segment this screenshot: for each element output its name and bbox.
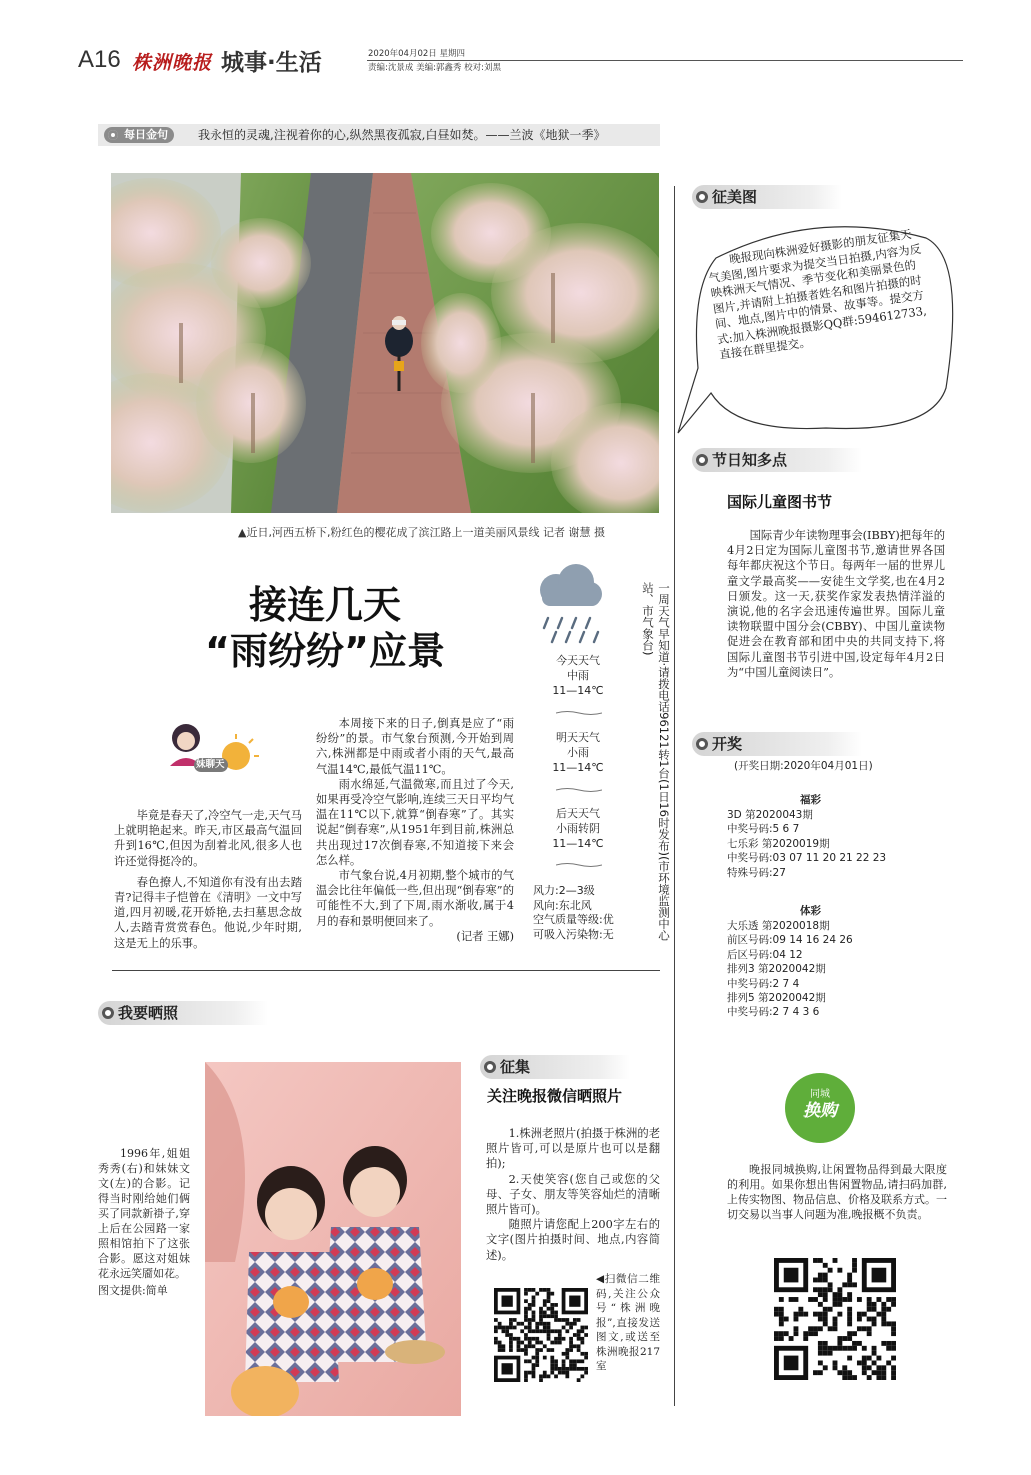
bullet-icon [484,1061,496,1073]
swap-qr-code[interactable] [774,1258,896,1380]
welfare-lottery-line: 中奖号码:5 6 7 [727,823,800,836]
issue-date: 2020年04月02日 星期四 [368,49,465,59]
page-number: A16 [78,46,121,73]
festival-title: 国际儿童图书节 [727,493,833,511]
collect-item-3: 随照片请您配上200字左右的文字(图片拍摄时间、地点,内容简述)。 [486,1218,660,1262]
my-photo-head [98,1001,268,1025]
headline-line-2: “雨纷纷”应景 [205,629,445,673]
welfare-lottery-line: 中奖号码:03 07 11 20 21 22 23 [727,852,887,865]
issue-meta [368,48,501,74]
weather-tomorrow-condition: 小雨 [567,746,589,759]
weather-tomorrow-label: 明天天气 [556,731,600,744]
collect-head-title: 征集 [500,1058,531,1076]
qr-instructions: ◀扫微信二维码,关注公众号“株洲晚报”,直接发送图文,或送至株洲晚报217室 [596,1273,660,1372]
sports-lottery-results [727,919,853,1020]
daily-quote-text: 我永恒的灵魂,注视着你的心,纵然黑夜孤寂,白昼如焚。——兰波《地狱一季》 [198,128,606,142]
article-paragraph: 毕竟是春天了,冷空气一走,天气马上就明艳起来。昨天,市区最高气温回升到16℃,但因为刮着北风,很多人也许还觉得挺冷的。 [114,809,302,868]
photo-call-head [692,185,842,209]
qr-code-icon [774,1258,896,1380]
weather-dayafter-temp: 11—14℃ [552,837,604,850]
swap-badge-main: 换购 [803,1101,837,1121]
sports-lottery-line: 前区号码:09 14 16 24 26 [727,934,853,947]
columnist-badge-text: 妹聊天 [196,759,225,770]
wechat-qr-code[interactable] [494,1288,588,1382]
sports-lottery-line: 中奖号码:2 7 4 [727,977,800,990]
bullet-icon [696,454,708,466]
sports-lottery-line: 排列5 第2020042期 [727,992,826,1005]
article-paragraph: 本周接下来的日子,倒真是应了“雨纷纷”的景。市气象台预测,今开始到周六,株洲都是中雨或者小雨的天气,最高气温14℃,最低气温11℃。 [316,717,514,776]
my-photo-title: 我要晒照 [118,1004,179,1022]
my-photo-caption: 1996年,姐姐秀秀(右)和妹妹文文(左)的合影。记得当时刚给她们俩买了同款新褂子,穿上后在公园路一家照相馆拍下了这张合影。愿这对姐妹花永远笑靥如花。 [98,1147,190,1280]
sports-lottery-line: 大乐透 第2020018期 [727,920,830,932]
sports-lottery-line: 中奖号码:2 7 4 3 6 [727,1006,820,1019]
collect-item-1: 1.株洲老照片(拍摄于株洲的老照片皆可,可以是原片也可以是翻拍); [486,1127,660,1171]
weather-hotline-note: 一周天气早知道·请拨电话96121转1台(1日16时发布)(市环境监测中心站、市气象台) [641,582,671,941]
weather-today-condition: 中雨 [567,669,589,682]
sports-lottery-title: 体彩 [800,905,821,917]
newspaper-logo: 株洲晚报 [132,52,213,74]
article-paragraph: 雨水绵延,气温微寒,而且过了今天,如果再受冷空气影响,连续三天日平均气温在11℃以下,就算“倒春寒”了。其实说起“倒春寒”,从1951年到目前,株洲总共出现过17次倒春寒,不知道接下来会怎么样。 [316,777,514,867]
weather-tomorrow [540,730,616,775]
collect-head [480,1055,630,1079]
weather-details [533,884,614,942]
daily-quote-bar [98,124,660,146]
collect-title: 关注晚报微信晒照片 [487,1087,623,1105]
air-quality: 空气质量等级:优 [533,913,614,926]
column-divider [674,186,675,1406]
page-header [78,44,964,84]
weather-tomorrow-temp: 11—14℃ [552,761,604,774]
collect-body [486,1126,660,1263]
my-photo-credit: 图文提供:简单 [98,1284,168,1297]
weather-dayafter-condition: 小雨转阴 [556,822,600,835]
article-paragraph: 市气象台说,4月初期,整个城市的气温会比往年偏低一些,但出现“倒春寒”的可能性不大,到了下周,雨水渐收,属于4月的春和景明便回来了。 [316,869,514,928]
section-divider [112,970,660,971]
lottery-date: (开奖日期:2020年04月01日) [734,760,873,772]
columnist-badge [160,716,260,786]
weather-divider [556,787,602,793]
sports-lottery-line: 排列3 第2020042期 [727,963,826,976]
welfare-lottery-line: 特殊号码:27 [727,866,786,879]
cherry-blossom-photo [111,173,659,513]
weather-divider [556,710,602,716]
issue-editors: 责编:沈景成 美编:郭鑫秀 校对:刘黑 [368,63,501,73]
photo-caption: ▲近日,河西五桥下,粉红色的樱花成了滨江路上一道美丽风景线 记者 谢慧 摄 [238,526,605,539]
festival-head [692,448,862,472]
article-headline [160,582,490,674]
welfare-lottery-line: 七乐彩 第2020019期 [727,837,830,850]
swap-badge-top: 同城 [810,1089,830,1100]
article-paragraph: 春色撩人,不知道你有没有出去踏青?记得丰子恺曾在《清明》一文中写道,四月初暖,花开娇艳,去扫墓思念故人,去踏青赏赏春色。他说,少年时期,这是无上的乐事。 [114,875,302,950]
swap-badge [785,1073,855,1143]
sports-lottery-line: 后区号码:04 12 [727,948,803,961]
wind-direction: 风向:东北风 [533,898,592,912]
wind-force: 风力:2—3级 [533,884,595,897]
welfare-lottery-results [727,808,886,880]
festival-text-block [727,528,945,680]
bullet-icon [696,191,708,203]
swap-text: 晚报同城换购,让闲置物品得到最大限度的利用。如果你想出售闲置物品,请扫码加群,上传实物图、物品信息、价格及联系方式。一切交易以当事人问题为准,晚报概不负责。 [727,1163,947,1221]
headline-line-1: 接连几天 [248,583,401,627]
header-rule [367,60,963,61]
sisters-photo-caption [98,1146,190,1298]
weather-divider [556,862,602,868]
article-left-column [114,808,302,951]
section-title: 城事·生活 [221,50,322,76]
article-byline: (记者 王娜) [456,929,514,943]
air-pollutant: 可吸入污染物:无 [533,927,614,941]
lottery-head-title: 开奖 [712,735,743,753]
collect-item-2: 2.天使笑容(您自己或您的父母、子女、朋友等笑容灿烂的清晰照片皆可)。 [486,1172,660,1217]
festival-head-title: 节日知多点 [712,451,788,469]
sisters-photo [205,1062,461,1416]
welfare-lottery-title: 福彩 [800,794,821,806]
weather-today-label: 今天天气 [556,654,600,667]
weather-today-temp: 11—14℃ [552,684,604,697]
lottery-head [692,732,862,756]
bullet-icon [696,738,708,750]
festival-text: 国际青少年读物理事会(IBBY)把每年的4月2日定为国际儿童图书节,邀请世界各国每年都庆祝这个节日。每两年一届的世界儿童文学最高奖——安徒生文学奖,也在4月2日颁发。这一天,获奖作家发表热情洋溢的演说,他的名字会迅速传遍世界。国际儿童读物联盟中国分会(CBBY)、中国儿童读物促进会在教育部和团中央的共同支持下,将国际儿童图书节引进中国,设定每年4月2日为“中国儿童阅读日”。 [727,529,945,679]
swap-text-block [727,1162,947,1222]
photo-call-text: 晚报现向株洲爱好摄影的朋友征集天气美图,图片要求为提交当日拍摄,内容为反映株洲天气情况、季节变化和美丽景色的图片,并请附上拍摄者姓名和图片拍摄的时间、地点,图片中的情景、故事等。提交方式:加入株洲晚报摄影QQ群:594612733,直接在群里提交。 [707,226,928,362]
daily-quote-label: 每日金句 [104,127,174,143]
bullet-icon [102,1007,114,1019]
weather-day-after [540,806,616,851]
article-middle-column [316,716,514,944]
qr-code-icon [494,1288,588,1382]
weather-today [540,653,616,698]
photo-call-title: 征美图 [712,188,758,206]
welfare-lottery-line: 3D 第2020043期 [727,809,813,821]
rain-cloud-icon [534,560,604,646]
columnist-avatar-icon [160,716,260,786]
weather-dayafter-label: 后天天气 [556,807,600,820]
